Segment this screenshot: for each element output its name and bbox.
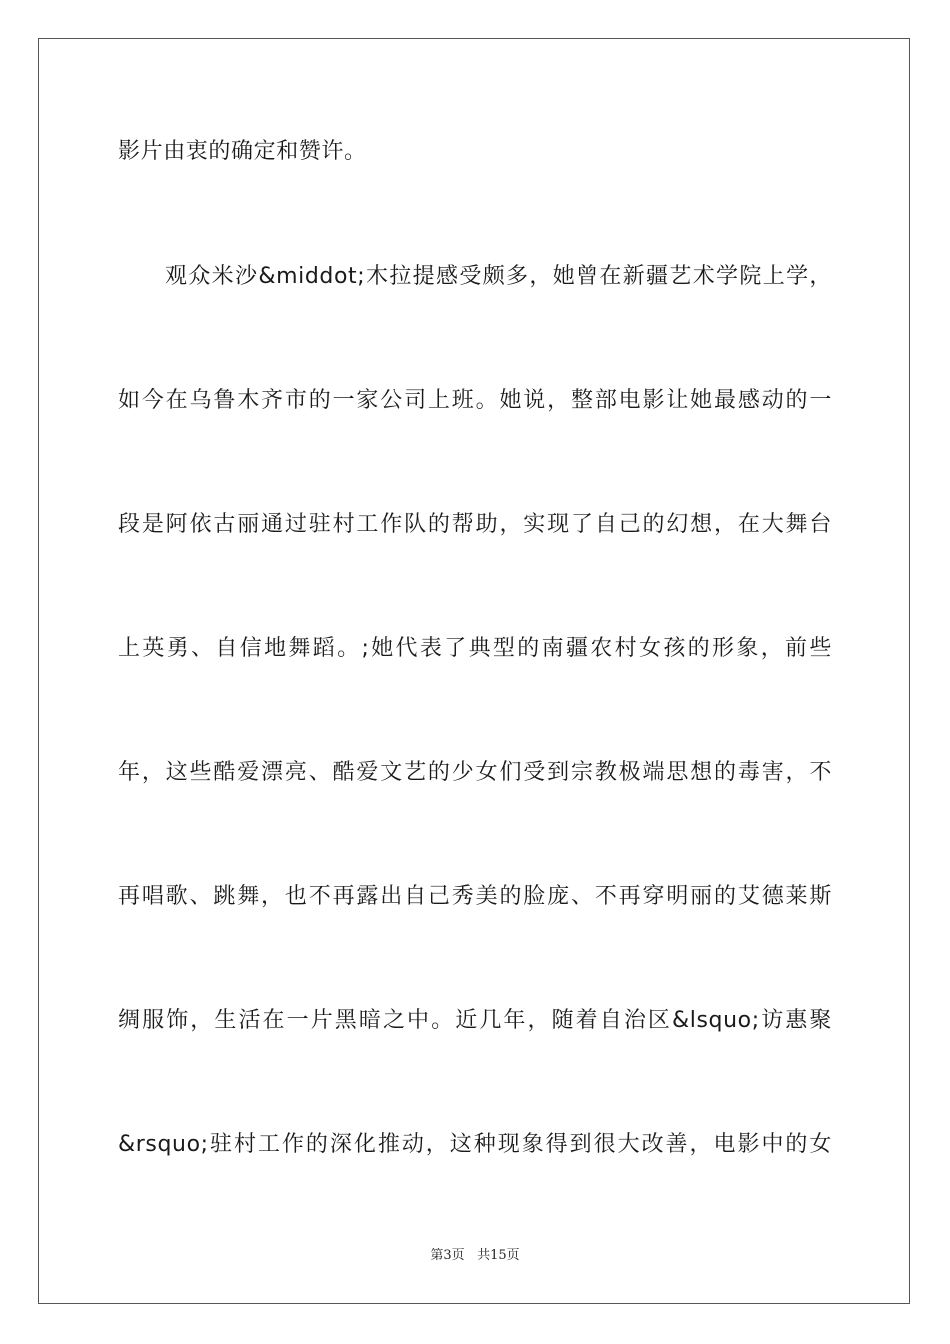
paragraph-line: 年，这些酷爱漂亮、酷爱文艺的少女们受到宗教极端思想的毒害，不 <box>118 760 832 785</box>
paragraph-line: 再唱歌、跳舞，也不再露出自己秀美的脸庞、不再穿明丽的艾德莱斯 <box>118 884 832 909</box>
paragraph-line: 影片由衷的确定和赞许。 <box>118 139 367 164</box>
paragraph-line: 上英勇、自信地舞蹈。;她代表了典型的南疆农村女孩的形象，前些 <box>118 636 832 661</box>
paragraph-line: 段是阿依古丽通过驻村工作队的帮助，实现了自己的幻想，在大舞台 <box>118 512 832 537</box>
page-frame <box>38 38 910 1304</box>
page-total: 共15页 <box>477 1248 520 1263</box>
page-footer <box>0 1247 950 1265</box>
paragraph-line: 绸服饰，生活在一片黑暗之中。近几年，随着自治区&lsquo;访惠聚 <box>118 1008 832 1033</box>
paragraph-line: &rsquo;驻村工作的深化推动，这种现象得到很大改善，电影中的女 <box>118 1132 832 1157</box>
page-number: 第3页 <box>430 1248 465 1263</box>
paragraph-line: 观众米沙&middot;木拉提感受颇多，她曾在新疆艺术学院上学， <box>165 264 832 289</box>
paragraph-line: 如今在乌鲁木齐市的一家公司上班。她说，整部电影让她最感动的一 <box>118 388 832 413</box>
